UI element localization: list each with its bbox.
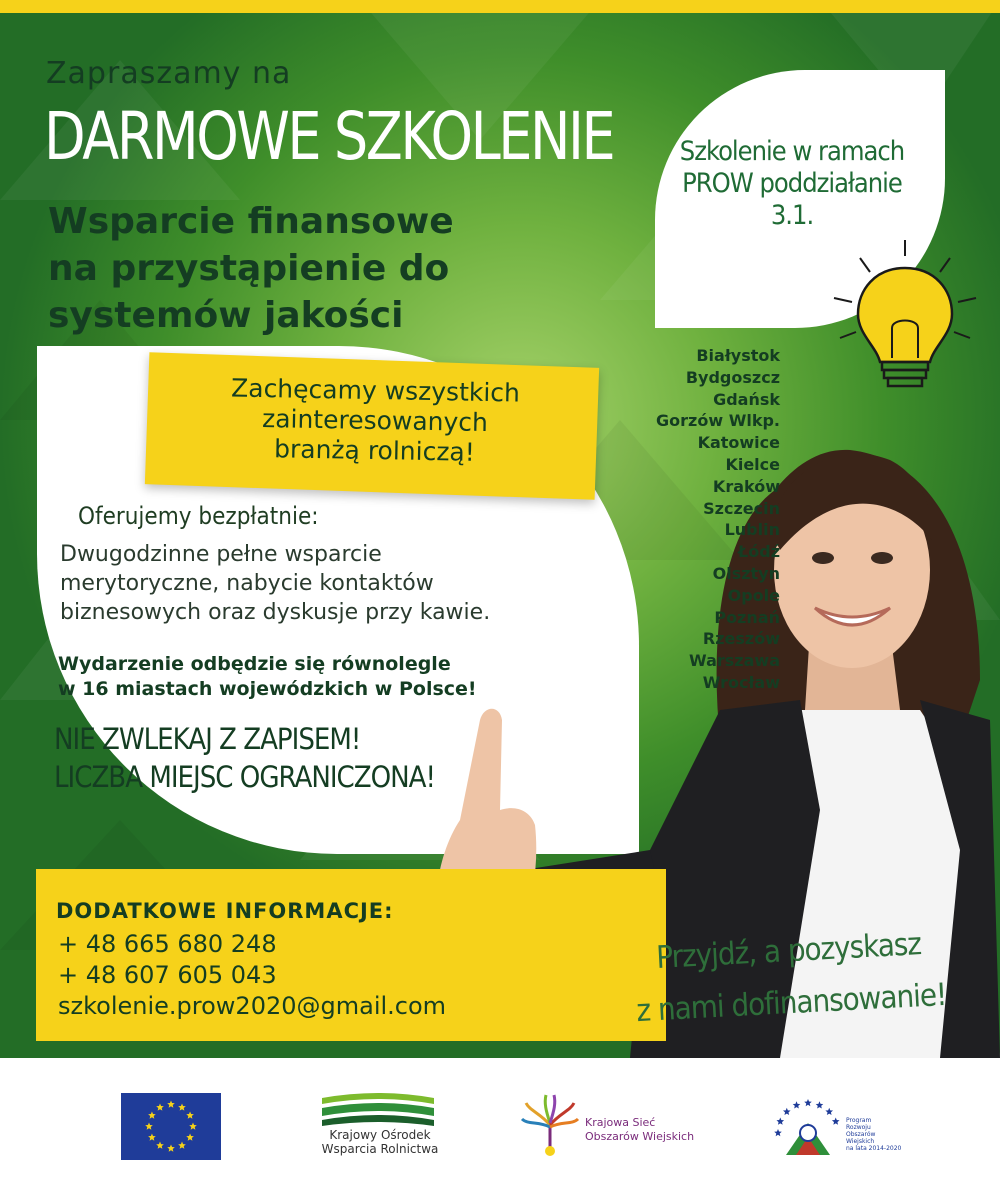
headline: DARMOWE SZKOLENIE (44, 98, 614, 175)
event-line: Wydarzenie odbędzie się równolegle (58, 653, 451, 675)
star-icon (816, 1101, 824, 1108)
event-line: w 16 miastach wojewódzkich w Polsce! (58, 678, 477, 700)
city-item: Warszawa (689, 651, 780, 671)
star-icon (825, 1108, 833, 1115)
kowr-logo-text (310, 1128, 450, 1156)
star-icon (783, 1108, 791, 1115)
contact-phone[interactable]: + 48 607 605 043 (58, 961, 277, 989)
city-item: Katowice (697, 433, 780, 453)
contact-email[interactable]: szkolenie.prow2020@gmail.com (58, 992, 447, 1020)
slogan-line: z nami dofinansowanie! (635, 976, 948, 1030)
prow-logo-text (846, 1117, 901, 1152)
kowr-line: Krajowy Ośrodek (329, 1128, 431, 1142)
subtitle (48, 198, 608, 339)
city-item: Wrocław (702, 672, 780, 692)
star-icon (774, 1129, 782, 1136)
ksow-logo-icon (520, 1093, 580, 1159)
ksow-line: Obszarów Wiejskich (585, 1130, 695, 1143)
city-item: Gdańsk (713, 389, 780, 409)
prow-note-line: Szkolenie w ramach (679, 136, 905, 167)
city-item: Opole (727, 585, 780, 605)
subtitle-line: na przystąpienie do (48, 248, 450, 289)
prow-logo-line: Obszarów (846, 1131, 876, 1138)
encourage-line: branżą rolniczą! (273, 434, 476, 467)
city-item: Poznań (714, 607, 780, 627)
offer-title: Oferujemy bezpłatnie: (78, 502, 319, 530)
prow-logo-icon (768, 1093, 848, 1165)
star-icon (793, 1101, 801, 1108)
slogan (598, 915, 983, 1039)
city-item: Kielce (725, 454, 780, 474)
star-icon (776, 1118, 784, 1125)
city-item: Bydgoszcz (685, 367, 780, 387)
kowr-line: Wsparcia Rolnictwa (321, 1142, 439, 1156)
offer-line: Dwugodzinne pełne wsparcie (60, 542, 382, 567)
city-item: Lublin (724, 520, 780, 540)
eu-flag-icon (121, 1093, 221, 1160)
subtitle-line: Wsparcie finansowe (48, 201, 454, 242)
city-item: Białystok (696, 346, 780, 365)
prow-note-line: PROW poddziałanie (682, 168, 902, 199)
cta-line: LICZBA MIEJSC OGRANICZONA! (54, 760, 435, 794)
subtitle-line: systemów jakości (48, 295, 404, 336)
contact-heading: DODATKOWE INFORMACJE: (56, 899, 394, 923)
encourage-line: zainteresowanych (261, 404, 489, 437)
city-item: Rzeszów (702, 629, 780, 649)
prow-logo-line: Wiejskich (846, 1138, 875, 1145)
slogan-line: Przyjdź, a pozyskasz (655, 926, 922, 976)
prow-logo-line: Program (846, 1117, 872, 1124)
offer-line: merytoryczne, nabycie kontaktów (60, 571, 434, 596)
city-item: Łódź (737, 542, 780, 562)
prow-logo-line: na lata 2014-2020 (846, 1145, 902, 1152)
star-icon (804, 1099, 812, 1106)
prow-logo-line: Rozwoju (846, 1124, 871, 1131)
encourage-line: Zachęcamy wszystkich (230, 373, 521, 408)
ksow-logo-text (585, 1116, 694, 1144)
city-item: Kraków (712, 476, 780, 496)
cta-line: NIE ZWLEKAJ Z ZAPISEM! (54, 722, 361, 756)
intro-text: Zapraszamy na (46, 56, 292, 91)
city-item: Olsztyn (712, 563, 780, 583)
offer-line: biznesowych oraz dyskusje przy kawie. (60, 600, 491, 625)
city-list (600, 345, 780, 694)
lightbulb-icon (830, 238, 980, 393)
contact-phone[interactable]: + 48 665 680 248 (58, 930, 277, 958)
prow-note (648, 136, 936, 232)
city-item: Gorzów Wlkp. (656, 411, 780, 431)
top-yellow-strip (0, 0, 1000, 13)
city-item: Szczecin (703, 498, 780, 518)
star-icon (832, 1118, 840, 1125)
ksow-line: Krajowa Sieć (585, 1116, 656, 1129)
prow-note-line: 3.1. (770, 200, 814, 231)
